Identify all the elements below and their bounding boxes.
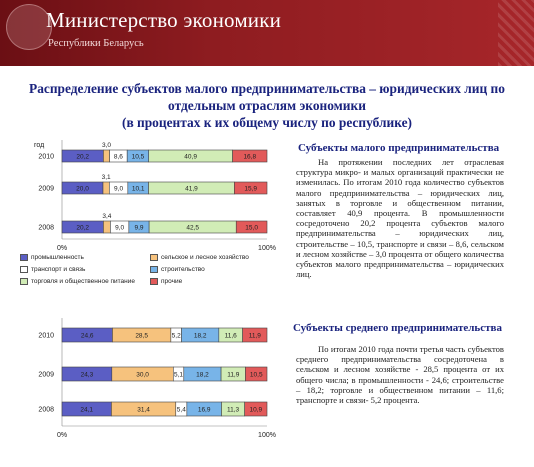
data-label: 31,4 — [137, 406, 150, 414]
slide-title-line-1: Распределение субъектов малого предпринимательства – юридических лиц по — [29, 81, 505, 96]
data-label: 5,2 — [171, 332, 181, 340]
bar-segment — [103, 221, 110, 233]
y-tick-label: 2009 — [38, 371, 54, 379]
data-label: 15,0 — [245, 224, 258, 232]
small-business-chart — [0, 136, 290, 256]
small-business-heading: Субъекты малого предпринимательства — [298, 142, 500, 154]
legend-swatch — [150, 266, 158, 273]
data-label: 9,0 — [115, 224, 125, 232]
legend-item-agriculture — [150, 254, 249, 261]
data-label: 20,0 — [76, 185, 89, 193]
data-label: 24,3 — [80, 371, 94, 379]
legend-label: транспорт и связь — [31, 266, 86, 273]
data-label: 41,9 — [185, 185, 198, 193]
data-label: 15,9 — [244, 185, 258, 193]
y-tick-label: 2009 — [38, 185, 54, 193]
y-tick-label: 2008 — [38, 224, 54, 232]
data-label: 10,5 — [249, 371, 263, 379]
ministry-title: Министерство экономики — [46, 8, 282, 32]
x-tick-label: 100% — [258, 245, 276, 252]
data-label: 20,2 — [76, 224, 90, 232]
medium-business-chart — [0, 312, 290, 447]
data-label: 16,9 — [197, 406, 211, 414]
x-tick-label: 0% — [56, 245, 68, 252]
data-label: 11,3 — [226, 406, 240, 414]
ministry-header — [0, 0, 534, 66]
legend-swatch — [20, 278, 28, 285]
legend-label: сельское и лесное хозяйство — [161, 254, 249, 261]
legend-label: прочие — [161, 278, 183, 285]
data-label: 11,6 — [224, 332, 237, 340]
slide-title — [0, 80, 534, 131]
data-label: 11,9 — [248, 332, 261, 340]
slide-title-line-2: отдельным отраслям экономики — [168, 98, 366, 113]
data-label: 9,9 — [134, 224, 144, 232]
data-label: 10,1 — [131, 185, 145, 193]
data-label: 5,1 — [174, 371, 184, 379]
data-label: 40,9 — [184, 153, 197, 161]
data-label: 42,5 — [186, 224, 200, 232]
slide-title-line-3: (в процентах к их общему числу по республике) — [121, 115, 412, 130]
legend-item-construction — [150, 266, 205, 273]
data-label: 10,5 — [131, 153, 145, 161]
data-label: 3,1 — [101, 174, 111, 181]
legend-swatch — [20, 254, 28, 261]
medium-business-heading: Субъекты среднего предпринимательства — [293, 322, 502, 334]
x-tick-label: 0% — [56, 432, 68, 439]
legend-item-industry — [20, 254, 84, 261]
data-label: 16,8 — [243, 153, 257, 161]
data-label: 24,1 — [80, 406, 94, 414]
data-label: 9,0 — [114, 185, 124, 193]
ministry-subtitle: Республики Беларусь — [48, 38, 144, 49]
data-label: 5,4 — [176, 406, 186, 414]
small-business-text: На протяжении последних лет отраслевая структура микро- и малых организаций практически не изменилась. По итогам 2010 года количество субъектов малого предпринимательства – юридических лиц, занятых в торговле и общественном питании, составляет 40,9 процента. В промышленности сосредоточено 20,2 процента субъектов малого предпринимательства – юридических лиц, строительстве – 10,5, транспорте и связи – 8,6, сельском и лесном хозяйстве – 3,0 процента от общего количества субъектов малого предпринимательства – юридических лиц. — [296, 157, 504, 280]
data-label: 3,0 — [101, 142, 112, 149]
data-label: 24,6 — [80, 332, 94, 340]
data-label: 11,9 — [227, 371, 240, 379]
y-axis-label: год — [34, 142, 45, 149]
legend-swatch — [150, 278, 158, 285]
data-label: 30,0 — [136, 371, 149, 379]
data-label: 10,9 — [249, 406, 263, 414]
data-label: 28,5 — [135, 332, 148, 340]
legend-swatch — [20, 266, 28, 273]
medium-business-text: По итогам 2010 года почти третья часть субъектов среднего предпринимательства сосредоточена в сельском и лесном хозяйстве - 28,5 процента от их общего числа; в промышленности - 24,6; строительстве – 18,2; торговле и общественном питании – 11,6; транспорте и связи- 5,2 процента. — [296, 344, 504, 406]
ornament-pattern — [498, 0, 534, 66]
bar-segment — [103, 150, 109, 162]
x-tick-label: 100% — [258, 432, 276, 439]
legend-label: промышленность — [31, 254, 84, 261]
y-tick-label: 2008 — [38, 406, 54, 414]
data-label: 20,2 — [76, 153, 90, 161]
bar-segment — [103, 182, 109, 194]
data-label: 18,2 — [196, 371, 209, 379]
y-tick-label: 2010 — [38, 153, 54, 161]
y-tick-label: 2010 — [38, 332, 54, 340]
data-label: 18,2 — [193, 332, 207, 340]
data-label: 3,4 — [102, 213, 112, 220]
legend-item-other — [150, 278, 182, 285]
legend-swatch — [150, 254, 158, 261]
legend-label: торговля и общественное питание — [31, 278, 136, 285]
legend-item-transport — [20, 266, 85, 273]
legend-label: строительство — [161, 266, 205, 273]
data-label: 8,6 — [113, 153, 123, 161]
legend-item-trade — [20, 278, 135, 285]
